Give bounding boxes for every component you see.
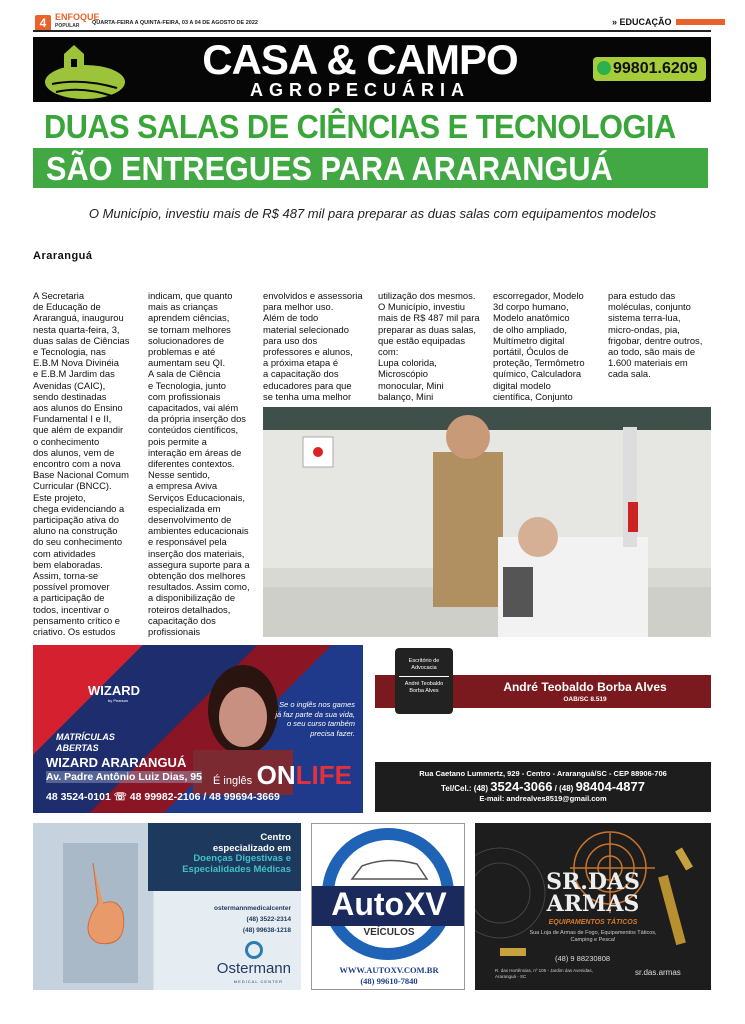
lawyer-contact-band bbox=[375, 762, 711, 812]
wizard-tagline: Se o inglês nos games já faz parte da sua vida, o seu curso também precisa fazer. bbox=[275, 700, 355, 738]
autoxv-phone: (48) 99610-7840 bbox=[360, 976, 418, 986]
armas-name bbox=[475, 871, 711, 915]
divider bbox=[399, 676, 449, 677]
wizard-name: WIZARD ARARANGUÁ bbox=[46, 755, 187, 770]
ost-logo: Ostermann bbox=[216, 960, 291, 977]
banner-title: CASA & CAMPO bbox=[202, 36, 518, 83]
armas-name-2: ARMAS bbox=[546, 891, 640, 917]
armas-address: R. das Hortênsias, nº 105 - Jardim das Avenidas, Araranguá - SC bbox=[495, 968, 593, 979]
ostermann-ad[interactable] bbox=[33, 823, 301, 990]
section-label: » EDUCAÇÃO bbox=[612, 17, 672, 27]
ost-heading bbox=[182, 833, 291, 875]
wizard-ad[interactable] bbox=[33, 645, 363, 813]
slogan-life: LIFE bbox=[295, 760, 352, 790]
sr-das-armas-ad[interactable] bbox=[475, 823, 711, 990]
lawyer-phones bbox=[375, 779, 711, 794]
armas-phone: (48) 9 88230808 bbox=[555, 954, 611, 963]
ost-whatsapp: (48) 99638-1218 bbox=[242, 927, 291, 934]
ost-line-4: Especialidades Médicas bbox=[182, 863, 291, 875]
article-dateline: Araranguá bbox=[33, 250, 93, 262]
lawyer-email: E-mail: andrealves8519@gmail.com bbox=[479, 794, 607, 803]
whatsapp-icon bbox=[597, 61, 611, 75]
article-column-1: A Secretaria de Educação de Araranguá, inaugurou nesta quarta-feira, 3, duas salas de Ciências e Tecnologia, nas E.B.M Nova Divinéia e E.B.M Jardim das Avenidas (CAIC), sendo destinadas aos alunos do Ensino Fundamental I e II, que além de expandir o conhecimento dos alunos, vem de encontro com a nova Base Nacional Comum Curricular (BNCC). Este projeto, chega evidenciando a participação ativa do aluno na construção do seu conhecimento com atividades bem elaboradas. Assim, torna-se possível promover a participação de todos, incentivar o pensamento crítico e criativo. Os estudos bbox=[33, 290, 130, 638]
ostermann-logo-icon bbox=[245, 941, 263, 959]
wizard-phones: 48 3524-0101 ☏ 48 99982-2106 / 48 99694-3669 bbox=[46, 791, 280, 803]
classroom-photo-illustration bbox=[263, 407, 711, 637]
armas-sub: EQUIPAMENTOS TÁTICOS bbox=[548, 919, 638, 926]
farm-logo-icon bbox=[42, 40, 128, 100]
article-column-5: escorregador, Modelo 3d corpo humano, Modelo anatômico de olho ampliado, Multímetro digital portátil, Óculos de proteção, Termômetro químico, Calculadora digital modelo científica, Conjunto bbox=[493, 290, 585, 402]
ost-contacts bbox=[214, 903, 291, 936]
brand-name: ENFOQUE bbox=[55, 12, 100, 22]
lawyer-address: Rua Caetano Lummertz, 929 - Centro - Araranguá/SC - CEP 88906-706 bbox=[419, 769, 667, 778]
section-bar bbox=[676, 19, 725, 25]
autoxv-name: AutoXV bbox=[331, 886, 447, 922]
article-photo bbox=[263, 407, 711, 637]
ost-instagram: ostermannmedicalcenter bbox=[214, 905, 291, 912]
tel-1: 3524-3066 bbox=[490, 779, 553, 794]
slogan-on: ON bbox=[256, 760, 296, 790]
header-rule bbox=[33, 30, 711, 32]
article-column-4: utilização dos mesmos. O Município, investiu mais de R$ 487 mil para preparar as duas salas, que estão equipadas com: Lupa colorida, Microscópio monocular, Mini balanço, Mini bbox=[378, 290, 480, 402]
car-icon bbox=[347, 854, 432, 884]
article-column-3: envolvidos e assessoria para melhor uso. Além de todo material selecionado para uso dos professores e alunos, a próxima etapa é a capacitação dos educadores para que se tenha uma melhor bbox=[263, 290, 363, 402]
ost-phone: (48) 3522-2314 bbox=[246, 916, 291, 923]
autoxv-sub: VEÍCULOS bbox=[363, 927, 415, 938]
phone-number: 99801.6209 bbox=[613, 60, 698, 77]
law-office-label: Escritório de Advocacia bbox=[408, 658, 440, 671]
autoxv-site[interactable]: WWW.AUTOXV.COM.BR bbox=[339, 965, 439, 975]
wizard-enroll: MATRÍCULAS ABERTAS bbox=[56, 732, 115, 753]
lawyer-oab: OAB/SC 8.519 bbox=[563, 696, 607, 703]
law-office-name: André Teobaldo Borba Alves bbox=[404, 681, 444, 694]
ost-line-1: Centro bbox=[260, 832, 291, 843]
wizard-logo: WIZARD bbox=[88, 683, 140, 698]
banner-phone bbox=[593, 57, 706, 81]
ost-line-2: especializado em bbox=[212, 842, 291, 854]
tel-2: 98404-4877 bbox=[575, 779, 645, 794]
wizard-slogan bbox=[213, 760, 352, 791]
armas-name-1: SR.DAS bbox=[546, 869, 640, 895]
brand-sub: POPULAR bbox=[55, 23, 80, 29]
article-column-6: para estudo das moléculas, conjunto sistema terra-lua, micro-ondas, pia, frigobar, dentre outros, ao todo, são mais de 1.600 materiais em cada sala. bbox=[608, 290, 703, 380]
page-number: 4 bbox=[35, 15, 51, 31]
headline-line-2: SÃO ENTREGUES PARA ARARANGUÁ bbox=[46, 150, 613, 187]
issue-date: QUARTA-FEIRA A QUINTA-FEIRA, 03 A 04 DE AGOSTO DE 2022 bbox=[92, 20, 258, 26]
tel-label: Tel/Cel.: (48) bbox=[441, 784, 489, 793]
lawyer-logo-box bbox=[395, 648, 453, 714]
armas-social: sr.das.armas bbox=[635, 968, 681, 977]
headline-line-1: DUAS SALAS DE CIÊNCIAS E TECNOLOGIA bbox=[44, 108, 676, 145]
armas-desc: Sua Loja de Armas de Fogo, Equipamentos Táticos, Camping e Pesca! bbox=[529, 930, 657, 943]
autoxv-ad[interactable] bbox=[311, 823, 465, 990]
lawyer-name: André Teobaldo Borba Alves bbox=[503, 680, 667, 694]
wizard-logo-sub: by Pearson bbox=[108, 698, 129, 703]
article-column-2: indicam, que quanto mais as crianças aprendem ciências, se tornam melhores solucionadores de problemas e até aumentam seu QI. A sala de Ciência e Tecnologia, junto com profissionais capacitados, vai além da própria inserção dos conteúdos científicos, pois permite a interação em áreas de diferentes contextos. Nesse sentido, a empresa Aviva Serviços Educacionais, especializada em desenvolvimento de ambientes educacionais e responsável pela inserção dos materiais, assegura suporte para a obtenção dos melhores resultados. Assim como, a disponibilização de roteiros detalhados, capacitação dos profissionais bbox=[148, 290, 250, 638]
stomach-illustration bbox=[53, 843, 143, 983]
article-subtitle: O Município, investiu mais de R$ 487 mil para preparar as duas salas com equipamentos modelos bbox=[88, 206, 657, 221]
slogan-pre: É inglês bbox=[213, 775, 253, 787]
wizard-address: Av. Padre Antônio Luiz Dias, 95 bbox=[46, 771, 202, 783]
banner-subtitle: AGROPECUÁRIA bbox=[249, 80, 470, 100]
ost-line-3: Doenças Digestivas e bbox=[193, 853, 291, 864]
tel-sep: / (48) bbox=[554, 784, 574, 793]
ost-logo-sub: MEDICAL CENTER bbox=[233, 979, 283, 984]
